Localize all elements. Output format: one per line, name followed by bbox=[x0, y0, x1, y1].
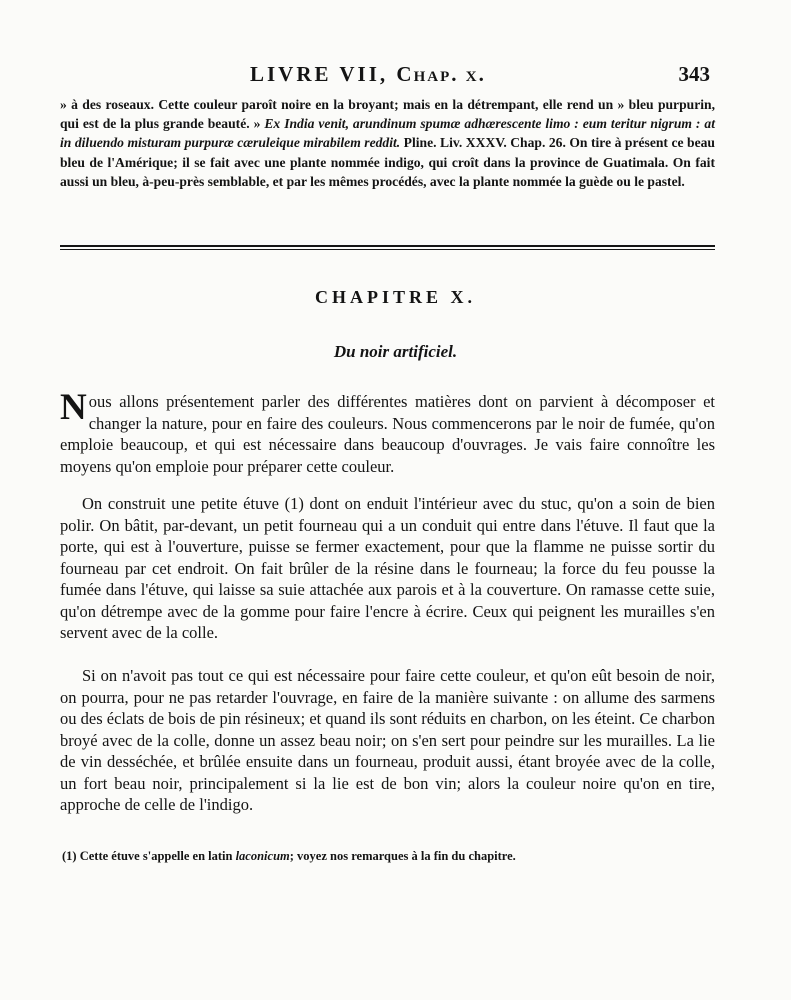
paragraph-2-text: On construit une petite étuve (1) dont on enduit l'intérieur avec du stuc, qu'on a soin de bien polir. On bâtit, par-devant, un petit fourneau qui a un conduit qui entre dans l'étuve. Il faut que la porte, qui est à l'ouverture, puisse se fermer exactement, pour que la flamme ne puisse sortir du fourneau par cet endroit. On fait brûler de la résine dans le fourneau; la force du feu pousse la fumée dans l'étuve, qui laisse sa suie attachée aux parois et à la couverture. On ramasse cette suie, qu'on détrempe avec de la gomme pour faire l'encre à écrire. Ceux qui peignent les murailles s'en servent avec de la colle. bbox=[60, 494, 715, 642]
footnote-latin-term: laconicum bbox=[235, 849, 290, 863]
running-title bbox=[250, 62, 486, 87]
footnote-continuation bbox=[60, 95, 715, 191]
paragraph-1-text: ous allons présentement parler des différentes matières dont on parvient à décomposer et changer la nature, pour en faire des couleurs. Nous commencerons par le noir de fumée, qu'on emploie beaucoup, et qui est nécessaire dans beaucoup d'ouvrages. Je vais faire connoître les moyens qu'on emploie pour préparer cette couleur. bbox=[60, 392, 715, 476]
page-number: 343 bbox=[678, 62, 710, 86]
chapter-subtitle: Du noir artificiel. bbox=[333, 342, 458, 361]
drop-cap: N bbox=[60, 387, 87, 428]
note-latin-quote: Ex India venit, arundinum spumæ adhærescente limo : eum teritur nigrum : at in diluendo misturam purpuræ cæruleique mirabilem reddit. bbox=[60, 116, 715, 151]
footnote bbox=[62, 849, 712, 864]
paragraph-3-text: Si on n'avoit pas tout ce qui est nécessaire pour faire cette couleur, et qu'on eût besoin de noir, on pourra, pour ne pas retarder l'ouvrage, en faire de la manière suivante : on allume des sarmens ou des éclats de bois de pin résineux; et quand ils sont réduits en charbon, on les éteint. Ce charbon broyé avec de la colle, donne un assez beau noir; on s'en sert pour peindre sur les murailles. La lie de vin desséchée, et brûlée ensuite dans un fourneau, produit aussi, étant broyée avec de la colle, un fort beau noir, principalement si la lie est de bon vin; alors la couleur noire qu'on en tire, approche de celle de l'indigo. bbox=[60, 666, 715, 814]
chapter-title: CHAPITRE X. bbox=[314, 287, 476, 307]
paragraph-1 bbox=[60, 387, 715, 477]
footnote-text-end: ; voyez nos remarques à la fin du chapitre. bbox=[289, 849, 516, 863]
running-title-chapter: Chap. x. bbox=[396, 62, 486, 86]
footnote-text-start: (1) Cette étuve s'appelle en latin bbox=[62, 849, 236, 863]
paragraph-2 bbox=[60, 493, 715, 644]
running-title-book: LIVRE VII, bbox=[250, 62, 397, 86]
note-text-start: » à des roseaux. Cette couleur paroît noire en la broyant; mais en la détrempant, elle rend un » bleu purpurin, qui est de la plus grande beauté. » bbox=[60, 97, 715, 132]
separator-rule-thin bbox=[60, 249, 715, 250]
note-text-end: Pline. Liv. XXXV. Chap. 26. On tire à présent ce beau bleu de l'Amérique; il se fait avec une plante nommée indigo, qui croît dans la province de Guatimala. On fait aussi un bleu, à-peu-près semblable, et par les mêmes procédés, avec la plante nommée la guède ou le pastel. bbox=[60, 135, 715, 189]
paragraph-3 bbox=[60, 665, 715, 816]
separator-rule-thick bbox=[60, 245, 715, 247]
running-head bbox=[60, 62, 710, 88]
